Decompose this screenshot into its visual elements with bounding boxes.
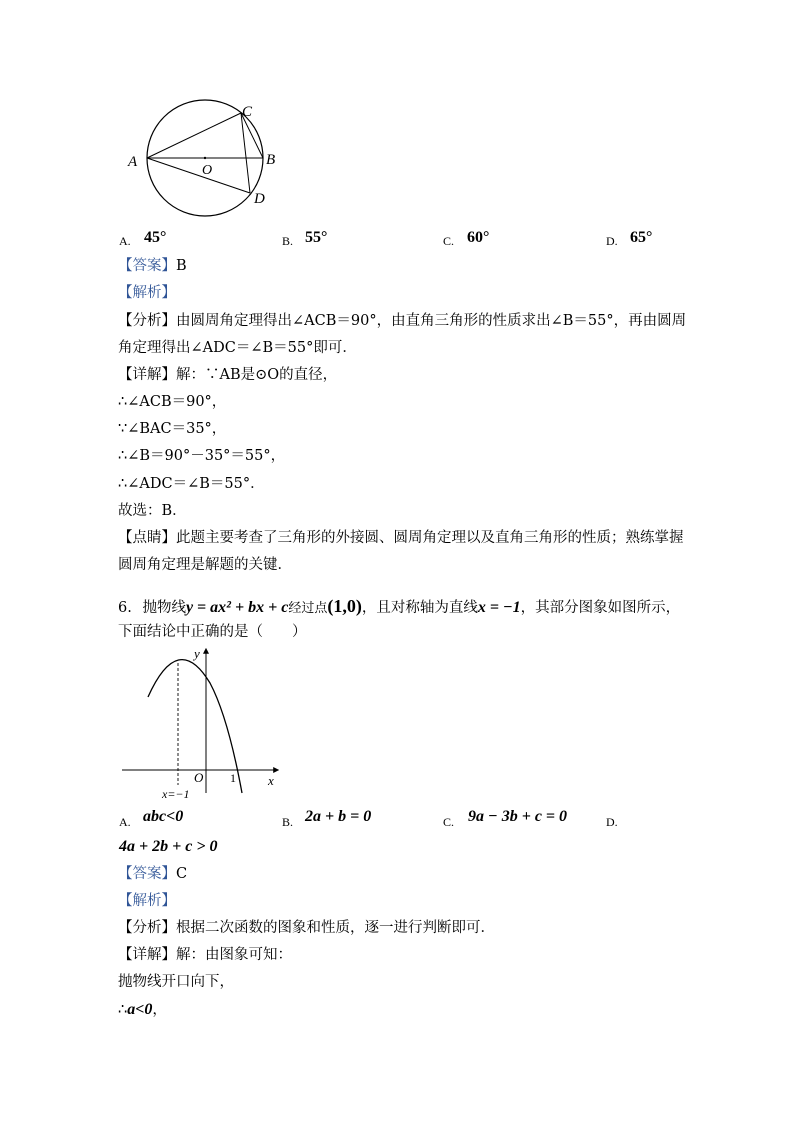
q5-fenxi	[118, 311, 686, 331]
q6-conclusion	[118, 1000, 167, 1020]
label-A: A	[128, 154, 138, 170]
q5-answer	[118, 256, 187, 276]
q6-option-c-label: C.	[443, 815, 455, 829]
q6-stem-pre: 抛物线	[142, 600, 186, 616]
segment-CD	[241, 113, 250, 193]
q5-comment-tag: 【点睛】	[118, 530, 176, 546]
q5-option-b-value: 55°	[305, 229, 328, 246]
q5-option-a-value: 45°	[144, 229, 167, 246]
q6-stem-mid: 经过点	[288, 601, 328, 616]
q6-fenxi	[118, 918, 495, 938]
q6-option-d-label: D.	[606, 815, 618, 829]
q6-detail	[118, 945, 292, 965]
center-dot	[204, 157, 206, 159]
q5-comment	[118, 528, 684, 548]
q6-answer-value: C	[176, 866, 188, 882]
q6-option-d-value: 4a + 2b + c > 0	[119, 838, 218, 855]
q6-number: 6.	[118, 600, 132, 616]
q6-option-b-value: 2a + b = 0	[305, 808, 372, 825]
y-axis-label: y	[194, 646, 200, 661]
segment-AD	[147, 158, 250, 193]
q5-fenxi-text-2: 角定理得出∠ADC＝∠B＝55°即可．	[118, 340, 357, 356]
q5-detail-line: ∴∠ADC＝∠B＝55°．	[118, 476, 265, 492]
label-B: B	[266, 152, 276, 168]
origin-label: O	[194, 770, 204, 785]
q5-fenxi-tag: 【分析】	[118, 313, 176, 329]
q5-answer-value: B	[176, 258, 187, 274]
q5-detail-line: ∵∠BAC＝35°，	[118, 421, 227, 437]
q6-stem-mid2: ，且对称轴为直线	[361, 600, 478, 616]
q5-comment-text-2: 圆周角定理是解题的关键．	[118, 557, 292, 573]
q6-conclusion-prefix: ∴	[118, 1002, 128, 1018]
q6-line-open: 抛物线开口向下，	[118, 974, 234, 990]
q5-detail-line: ∴∠ACB＝90°，	[118, 394, 227, 410]
q5-option-b-label: B.	[282, 234, 294, 248]
label-D: D	[254, 191, 265, 207]
q6-fenxi-text: 根据二次函数的图象和性质，逐一进行判断即可．	[176, 920, 495, 936]
q5-analysis-tag: 【解析】	[118, 285, 176, 301]
q6-fenxi-tag: 【分析】	[118, 920, 176, 936]
q6-detail-text: 解：由图象可知：	[176, 947, 292, 963]
q6-stem-post: ，其部分图象如图所示，	[520, 600, 681, 616]
q6-conclusion-suffix: ，	[152, 1002, 167, 1018]
q6-answer	[118, 864, 187, 884]
q5-detail-line: 故选：B．	[118, 503, 187, 519]
q6-option-b-label: B.	[282, 815, 294, 829]
circle-figure	[120, 96, 290, 231]
q6-stem	[118, 596, 680, 619]
q5-detail-line: ∴∠B＝90°－35°＝55°，	[118, 448, 286, 464]
q6-detail-tag: 【详解】	[118, 947, 176, 963]
x-axis-label: x	[268, 773, 274, 788]
q5-detail-tag: 【详解】	[118, 367, 176, 383]
q5-answer-tag: 【答案】	[118, 258, 176, 274]
q5-option-c-label: C.	[443, 234, 455, 248]
q5-detail-line: 解：∵AB是⊙O的直径，	[176, 367, 338, 383]
q6-analysis-tag: 【解析】	[118, 893, 176, 909]
q6-conclusion-math: a<0	[127, 1001, 153, 1018]
q5-fenxi-text-1: 由圆周角定理得出∠ACB＝90°，由直角三角形的性质求出∠B＝55°，再由圆周	[176, 313, 687, 329]
one-label: 1	[230, 771, 236, 785]
label-O: O	[202, 163, 213, 178]
q6-stem-axis: x = −1	[477, 599, 521, 616]
label-C: C	[242, 104, 253, 120]
q6-option-a-value: abc<0	[143, 808, 184, 825]
q5-option-c-value: 60°	[467, 229, 490, 246]
q6-stem-point: (1,0)	[327, 596, 362, 616]
q6-option-a-label: A.	[119, 815, 131, 829]
parabola-figure	[118, 645, 288, 805]
q5-comment-text-1: 此题主要考查了三角形的外接圆、圆周角定理以及直角三角形的性质；熟练掌握	[176, 530, 684, 546]
q5-detail	[118, 365, 337, 385]
q6-stem-line-2: 下面结论中正确的是（ ）	[118, 624, 307, 640]
q6-answer-tag: 【答案】	[118, 866, 176, 882]
q6-option-c-value: 9a − 3b + c = 0	[468, 808, 568, 825]
q5-option-d-value: 65°	[630, 229, 653, 246]
q5-option-d-label: D.	[606, 234, 618, 248]
q5-option-a-label: A.	[119, 234, 131, 248]
q6-stem-equation: y = ax² + bx + c	[185, 599, 289, 616]
symmetry-axis-label: x=−1	[162, 787, 190, 801]
